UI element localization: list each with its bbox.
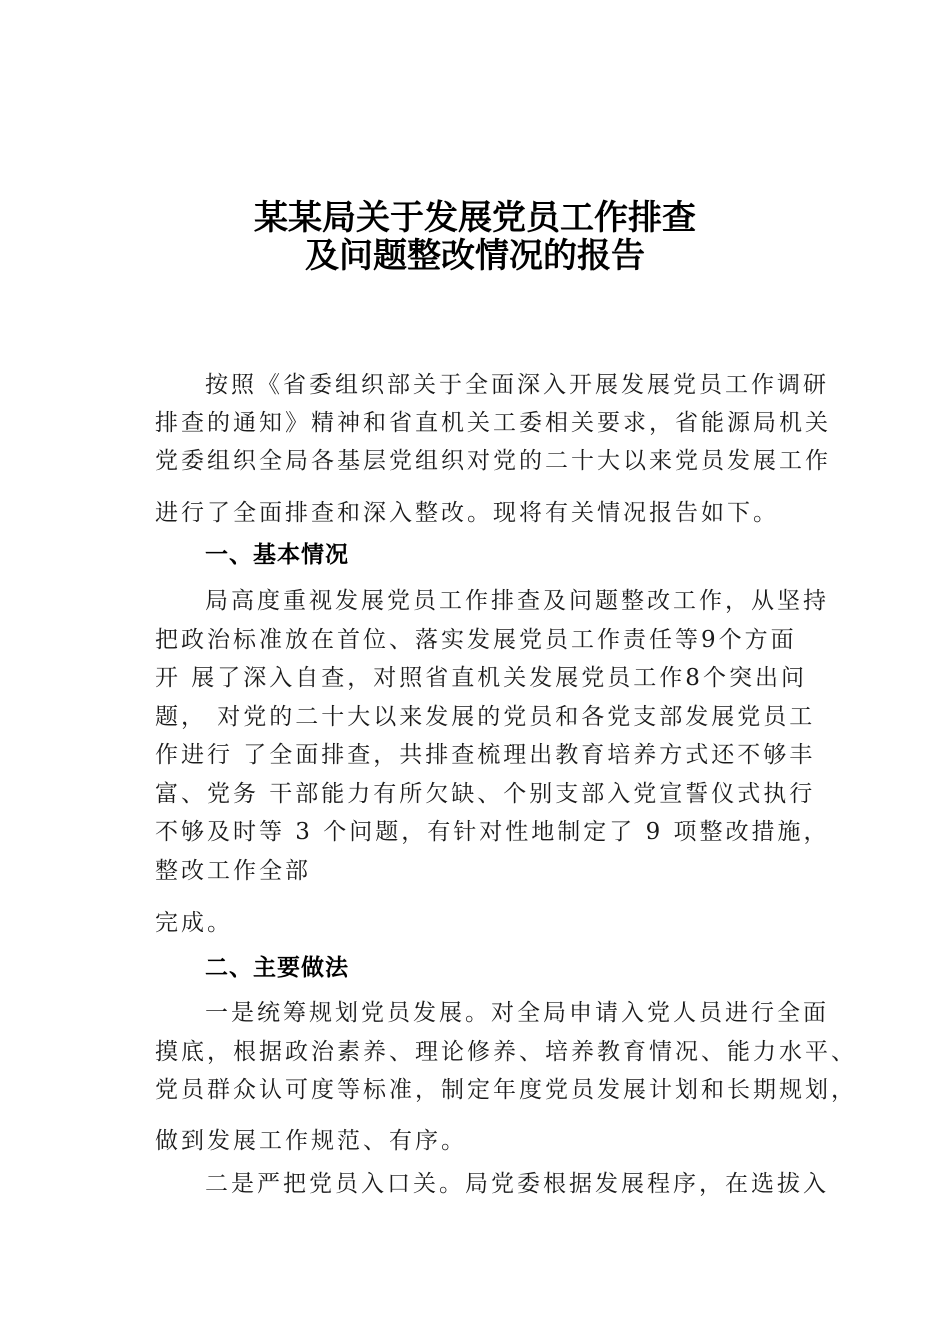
section-1-line-8: 整改工作全部 xyxy=(155,858,311,884)
section-1-line-7: 不够及时等 3 个问题，有针对性地制定了 9 项整改措施， xyxy=(155,819,830,845)
section-1-heading: 一、基本情况 xyxy=(205,542,349,568)
section-1-line-6: 富、党务 干部能力有所欠缺、个别支部入党宣誓仪式执行 xyxy=(155,781,816,807)
section-1-line-3: 开 展了深入自查，对照省直机关发展党员工作8个突出问 xyxy=(155,665,807,691)
document-title-line-2: 及问题整改情况的报告 xyxy=(305,236,645,276)
section-2-line-1: 一是统筹规划党员发展。对全局申请入党人员进行全面 xyxy=(205,1000,829,1026)
section-1-line-2: 把政治标准放在首位、落实发展党员工作责任等9个方面 xyxy=(155,627,797,653)
intro-line-2: 排查的通知》精神和省直机关工委相关要求，省能源局机关 xyxy=(155,410,831,436)
section-2-line-4: 做到发展工作规范、有序。 xyxy=(155,1128,467,1154)
section-1-line-5: 作进行 了全面排查，共排查梳理出教育培养方式还不够丰 xyxy=(155,742,816,768)
section-1-line-9: 完成。 xyxy=(155,910,233,936)
section-2-line-5: 二是严把党员入口关。局党委根据发展程序，在选拔入 xyxy=(205,1171,829,1197)
document-title-line-1: 某某局关于发展党员工作排查 xyxy=(254,198,696,238)
section-2-line-2: 摸底，根据政治素养、理论修养、培养教育情况、能力水平、 xyxy=(155,1039,857,1065)
section-2-line-3: 党员群众认可度等标准，制定年度党员发展计划和长期规划， xyxy=(155,1077,857,1103)
section-1-line-1: 局高度重视发展党员工作排查及问题整改工作，从坚持 xyxy=(205,588,829,614)
intro-line-3: 党委组织全局各基层党组织对党的二十大以来党员发展工作 xyxy=(155,448,831,474)
intro-line-1: 按照《省委组织部关于全面深入开展发展党员工作调研 xyxy=(205,372,829,398)
section-1-line-4: 题， 对党的二十大以来发展的党员和各党支部发展党员工 xyxy=(155,704,816,730)
intro-line-4: 进行了全面排查和深入整改。现将有关情况报告如下。 xyxy=(155,500,779,526)
section-2-heading: 二、主要做法 xyxy=(205,955,349,981)
